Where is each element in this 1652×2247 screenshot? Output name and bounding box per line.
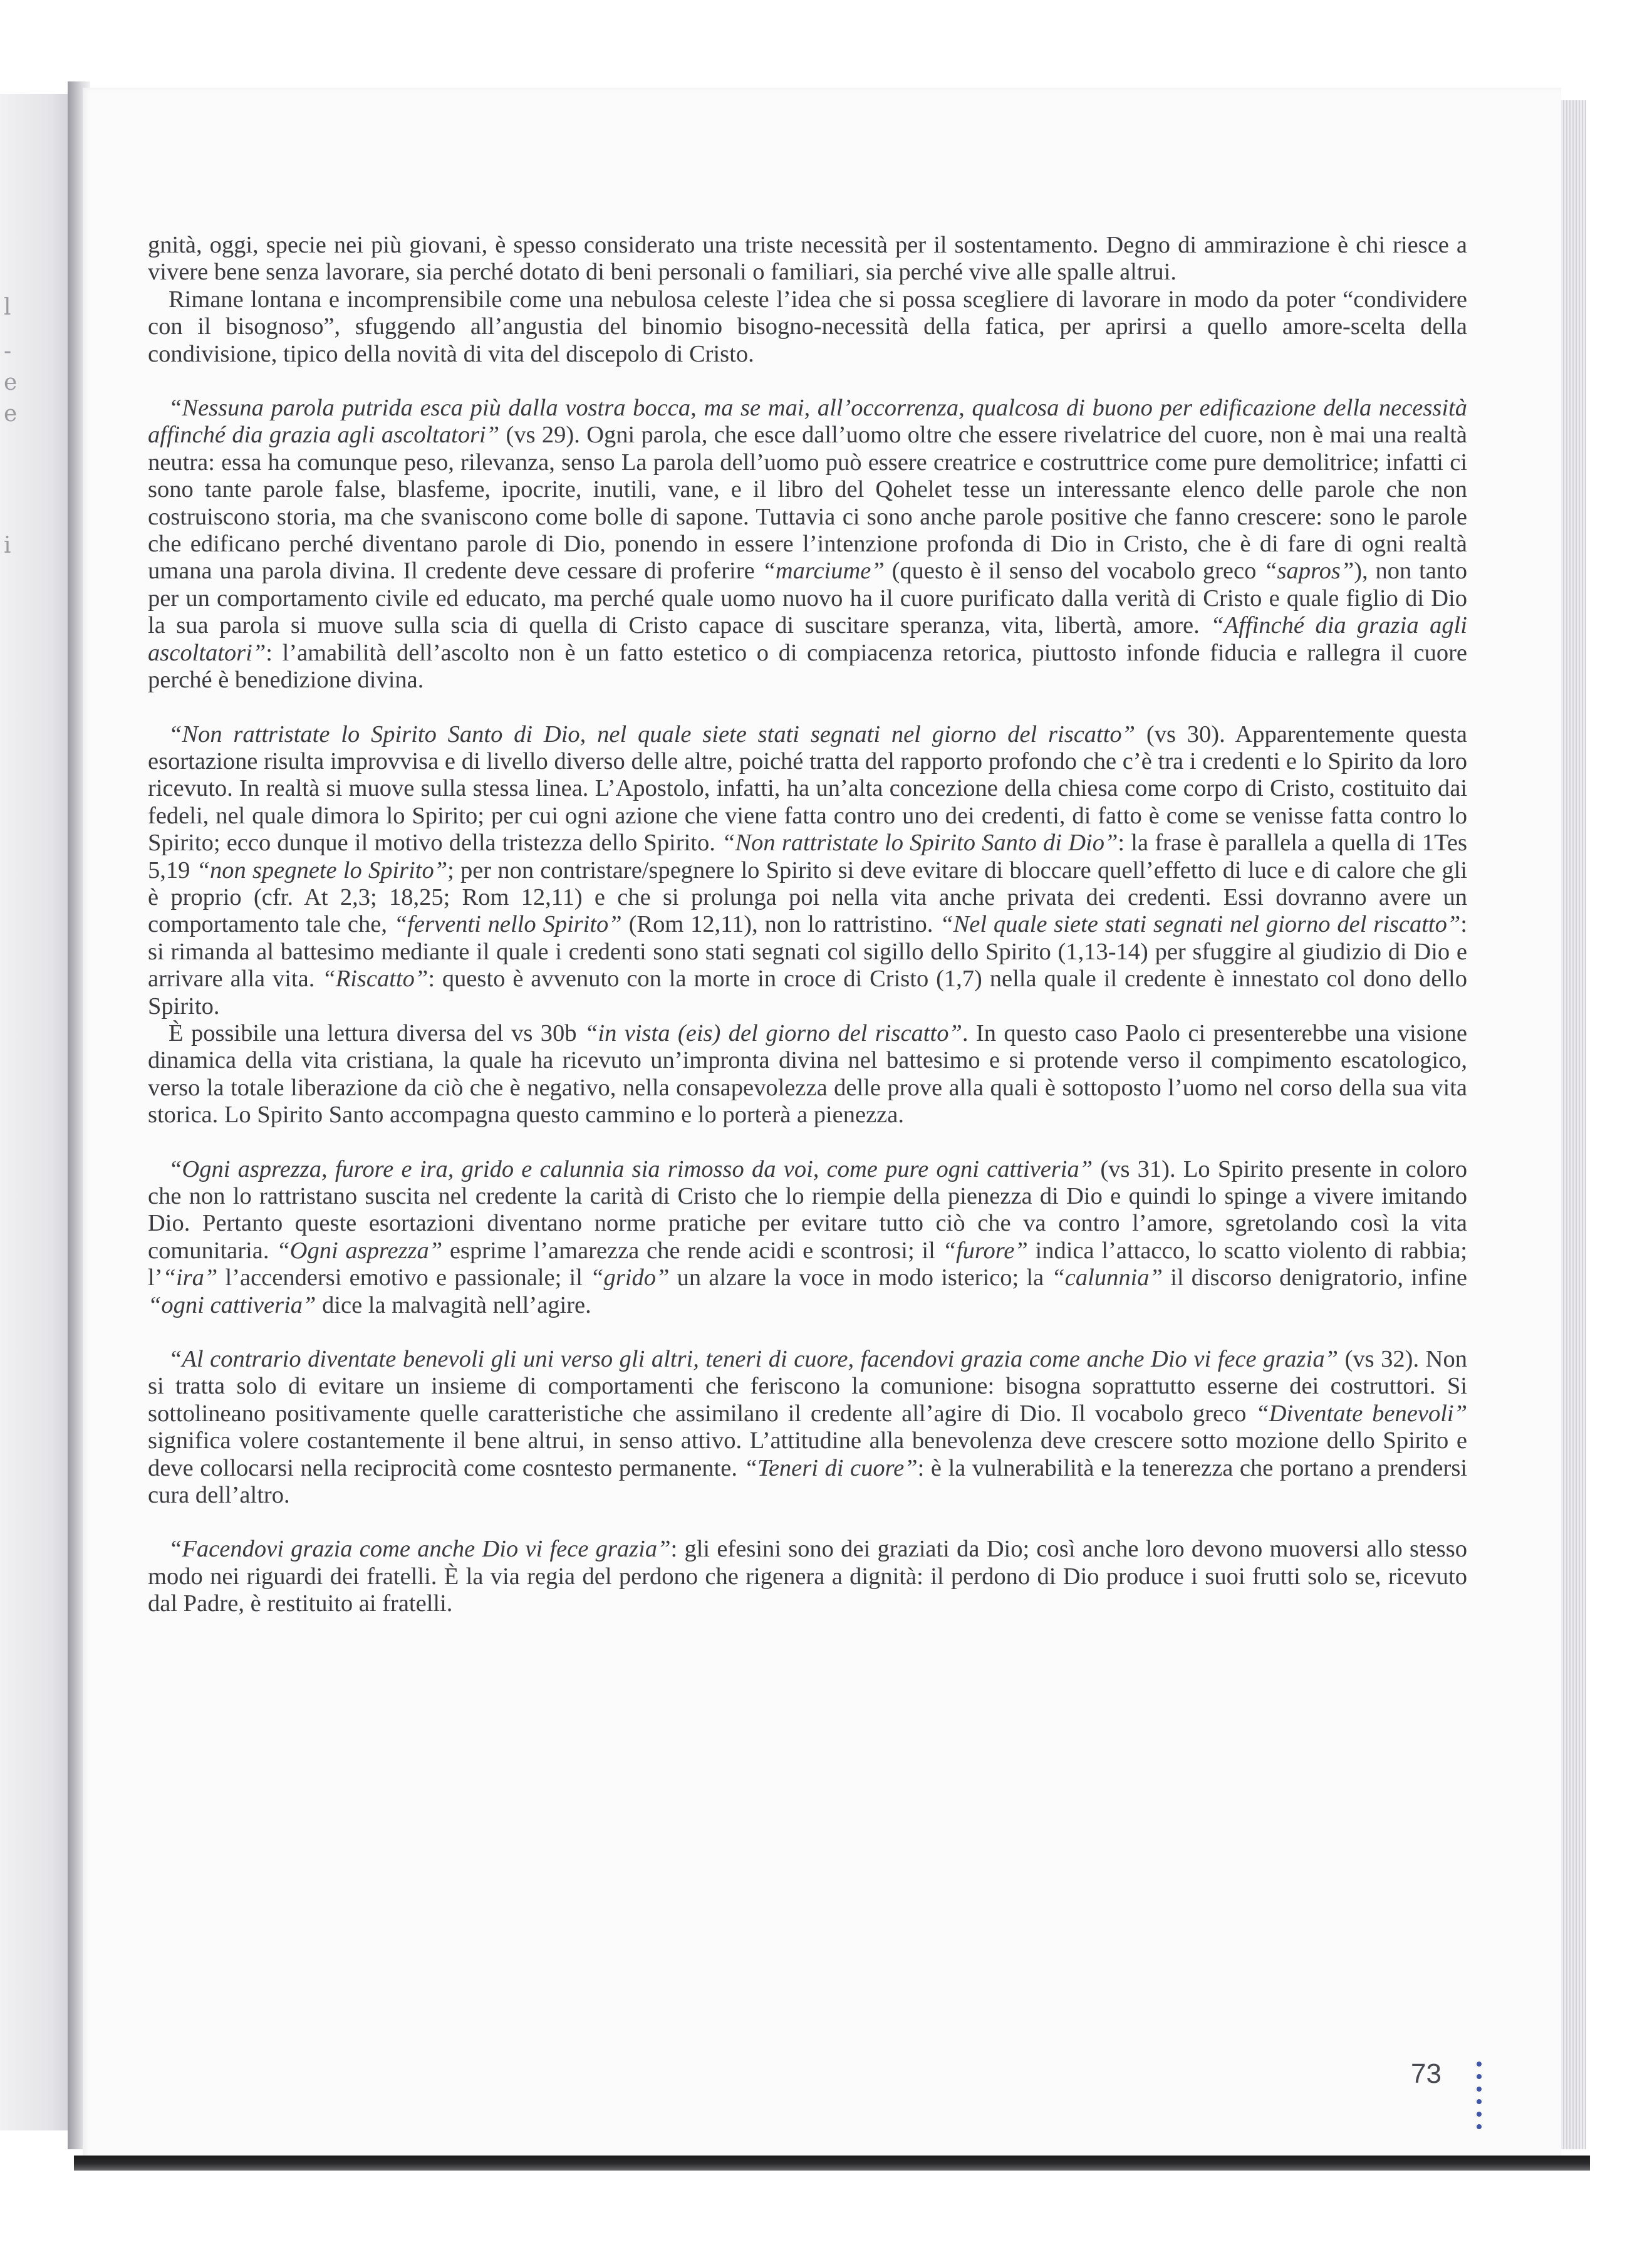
text-run: l’accendersi emotivo e passionale; il — [217, 1264, 591, 1291]
text-run: gnità, oggi, specie nei più giovani, è spesso considerato una triste necessità per il sostentamento. Degno di ammirazione è chi riesce a vivere bene senza lavorare, sia perché dotato di beni personali o familiari, sia perché vive alle spalle altrui. — [148, 232, 1467, 286]
text-run: il discorso denigratorio, infine — [1162, 1264, 1467, 1291]
book-bottom-edge — [74, 2156, 1590, 2171]
text-run: : la frase è parallela a quella di 1Tes 5,19 — [148, 830, 1467, 884]
page-number: 73 — [1411, 2058, 1442, 2089]
italic-quote: “ira” — [162, 1264, 218, 1291]
italic-quote: “in vista (eis) del giorno del riscatto” — [584, 1019, 962, 1046]
text-run: ), non tanto per un comportamento civile ed educato, ma perché quale uomo nuovo ha il cuore purificato dalla verità di Cristo e quale figlio di Dio la sua parola si muove sulla scia di quella di Cristo capace di suscitare speranza, vita, libertà, amore. — [148, 558, 1467, 639]
italic-quote: “grido” — [590, 1264, 670, 1291]
text-run: Rimane lontana e incomprensibile come una nebulosa celeste l’idea che si possa scegliere di lavorare in modo da poter “condividere con il bisognoso”, sfuggendo all’angustia del binomio bisogno-necessità della fatica, per aprirsi a quello amore-scelta della condivisione, tipico della novità di vita del discepolo di Cristo. — [148, 286, 1467, 367]
ornament-dot — [1477, 2099, 1482, 2104]
italic-quote: “Al contrario diventate benevoli gli uni verso gli altri, teneri di cuore, facendovi grazia come anche Dio vi fece grazia” — [169, 1346, 1339, 1373]
italic-quote: “sapros” — [1264, 558, 1354, 585]
italic-quote: “Affinché dia grazia agli ascoltatori” — [148, 612, 1467, 666]
left-page-mark: e — [4, 401, 18, 427]
ornament-dot — [1477, 2074, 1482, 2079]
left-page-mark: i — [4, 533, 11, 558]
italic-quote: “furore” — [942, 1237, 1028, 1264]
paragraph — [148, 1346, 1467, 1509]
text-run: dice la malvagità nell’agire. — [316, 1291, 591, 1318]
italic-quote: “calunnia” — [1051, 1264, 1163, 1291]
italic-quote: “Diventate benevoli” — [1255, 1400, 1468, 1427]
text-run: indica l’attacco, lo scatto violento di rabbia; l’ — [148, 1237, 1467, 1291]
paragraph — [148, 1156, 1467, 1319]
italic-quote: “marciume” — [762, 558, 885, 585]
text-run: ; per non contristare/spegnere lo Spirito si deve evitare di bloccare quell’effetto di luce e di calore che gli è proprio (cfr. At 2,3; 18,25; Rom 12,11) e che si prolunga poi nella vita anche privata dei credenti. Essi dovranno avere un comportamento tale che, — [148, 857, 1467, 938]
text-run: un alzare la voce in modo isterico; la — [669, 1264, 1052, 1291]
page-number-dots-ornament — [1475, 2062, 1483, 2137]
left-page-mark: l — [4, 295, 11, 320]
text-run: esprime l’amarezza che rende acidi e scontrosi; il — [442, 1237, 943, 1264]
italic-quote: “Nel quale siete stati segnati nel giorno del riscatto” — [940, 911, 1461, 938]
italic-quote: “Facendovi grazia come anche Dio vi fece grazia” — [169, 1536, 671, 1563]
italic-quote: “Teneri di cuore” — [744, 1454, 918, 1481]
text-run: (Rom 12,11), non lo rattristino. — [621, 911, 940, 938]
italic-quote: “Ogni asprezza, furore e ira, grido e calunnia sia rimosso da voi, come pure ogni cattiveria” — [169, 1155, 1093, 1182]
ornament-dot — [1477, 2124, 1482, 2129]
paragraph — [148, 1536, 1467, 1617]
text-run: : questo è avvenuto con la morte in croce di Cristo (1,7) nella quale il credente è innestato col dono dello Spirito. — [148, 966, 1467, 1019]
italic-quote: “Non rattristate lo Spirito Santo di Dio” — [722, 830, 1118, 857]
italic-quote: “Non rattristate lo Spirito Santo di Dio, nel quale siete stati segnati nel giorno del riscatto” — [169, 721, 1136, 748]
italic-quote: “ogni cattiveria” — [148, 1291, 316, 1318]
text-run: : gli efesini sono dei graziati da Dio; così anche loro devono muoversi allo stesso modo nei riguardi dei fratelli. È la via regia del perdono che rigenera a dignità: il perdono di Dio produce i suoi frutti solo se, ricevuto dal Padre, è restituito ai fratelli. — [148, 1536, 1468, 1617]
italic-quote: “ferventi nello Spirito” — [393, 911, 622, 938]
italic-quote: “Ogni asprezza” — [276, 1237, 443, 1264]
text-run: (questo è il senso del vocabolo greco — [884, 558, 1264, 585]
ornament-dot — [1477, 2087, 1482, 2092]
text-run: : si rimanda al battesimo mediante il quale i credenti sono stati segnati col sigillo dello Spirito (1,13-14) per sfuggire al giudizio di Dio e arrivare alla vita. — [148, 911, 1467, 993]
italic-quote: “Nessuna parola putrida esca più dalla vostra bocca, ma se mai, all’occorrenza, qualcosa di buono per edificazione della necessità affinché dia grazia agli ascoltatori” — [148, 395, 1467, 449]
text-run: : è la vulnerabilità e la tenerezza che portano a prendersi cura dell’altro. — [148, 1454, 1467, 1509]
text-run: (vs 32). Non si tratta solo di evitare un insieme di comportamenti che feriscono la comunione: bisogna soprattutto esserne dei costruttori. Si sottolineano positivamente quelle caratteristiche che assimilano il credente all’agire di Dio. Il vocabolo greco — [148, 1346, 1467, 1427]
italic-quote: “non spegnete lo Spirito” — [196, 857, 448, 884]
text-run: : l’amabilità dell’ascolto non è un fatto estetico o di compiacenza retorica, piuttosto infonde fiducia e rallegra il cuore perché è benedizione divina. — [148, 639, 1467, 694]
text-run: (vs 30). Apparentemente questa esortazione risulta improvvisa e di livello diverso delle altre, poiché tratta del rapporto profondo che c’è tra i credenti e lo Spirito da loro ricevuto. In realtà si muove sulla stessa linea. L’Apostolo, infatti, ha un’alta concezione della chiesa come corpo di Cristo, costituito dai fedeli, nel quale dimora lo Spirito; per cui ogni azione che viene fatta contro uno dei credenti, di fatto è come se venisse fatta contro lo Spirito; ecco dunque il motivo della tristezza dello Spirito. — [148, 721, 1468, 857]
paragraph — [148, 721, 1467, 1020]
paragraph — [148, 286, 1467, 368]
paragraph — [148, 232, 1467, 286]
left-page-mark: - — [4, 338, 12, 364]
paragraph — [148, 395, 1467, 694]
ornament-dot — [1477, 2062, 1482, 2067]
left-page-edge — [0, 94, 74, 2130]
page-body-text — [148, 232, 1467, 1618]
text-run: . In questo caso Paolo ci presenterebbe una visione dinamica della vita cristiana, la quale ha ricevuto un’impronta divina nel battesimo e si protende verso il compimento escatologico, verso la totale liberazione da ciò che è negativo, nella consapevolezza delle prove alla quali è sottoposto l’uomo nel corso della sua vita storica. Lo Spirito Santo accompagna questo cammino e lo porterà a pienezza. — [148, 1019, 1467, 1129]
italic-quote: “Riscatto” — [322, 966, 429, 993]
paragraph — [148, 1020, 1467, 1129]
text-run: (vs 29). Ogni parola, che esce dall’uomo oltre che essere rivelatrice del cuore, non è mai una realtà neutra: essa ha comunque peso, rilevanza, senso La parola dell’uomo può essere creatrice e costruttrice come pure demolitrice; infatti ci sono tante parole false, blasfeme, ipocrite, inutili, vane, e il libro del Qohelet tesse un interessante elenco delle parole che non costruiscono storia, ma che svaniscono come bolle di sapone. Tuttavia ci sono anche parole positive che fanno crescere: sono le parole che edificano perché diventano parole di Dio, ponendo in essere l’intenzione profonda di Dio in Cristo, che è di fare di ogni realtà umana una parola divina. Il credente deve cessare di proferire — [148, 422, 1467, 585]
left-page-mark: e — [4, 370, 18, 395]
text-run: (vs 31). Lo Spirito presente in coloro che non lo rattristano suscita nel credente la carità di Cristo che lo riempie della pienezza di Dio e quindi lo spinge a vivere imitando Dio. Pertanto queste esortazioni diventano norme pratiche per evitare tutto ciò che va contro l’amore, sgretolando così la vita comunitaria. — [148, 1155, 1468, 1264]
text-run: È possibile una lettura diversa del vs 30b — [169, 1019, 584, 1046]
ornament-dot — [1477, 2112, 1482, 2117]
page-stack-edges — [1561, 100, 1586, 2149]
text-run: significa volere costantemente il bene altrui, in senso attivo. L’attitudine alla benevolenza deve crescere sotto mozione dello Spirito e deve collocarsi nella reciprocità come cosntesto permanente. — [148, 1427, 1467, 1481]
